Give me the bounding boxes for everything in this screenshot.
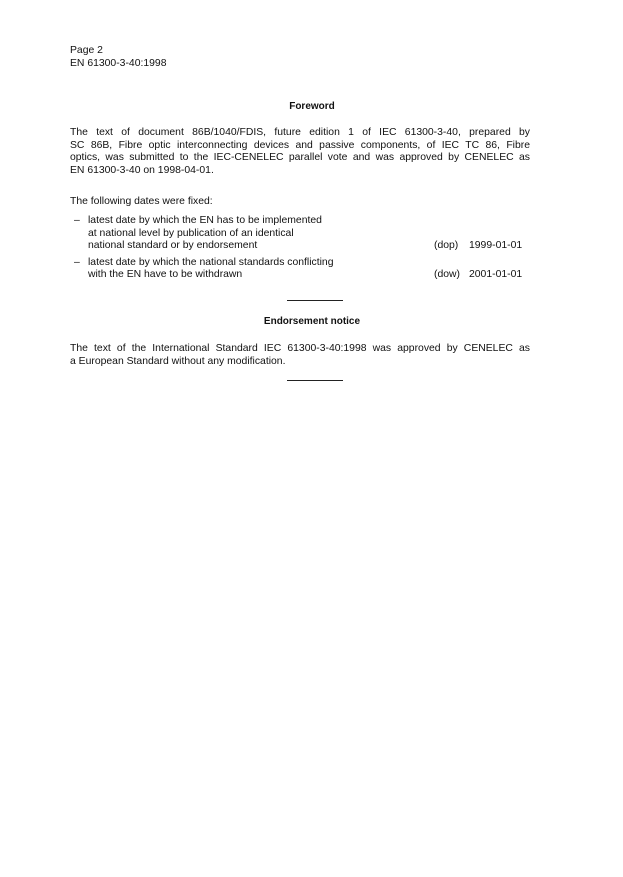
foreword-line: optics, was submitted to the IEC-CENELEC parallel vote and was approved by CENELEC as (70, 152, 530, 163)
date-item-dop (70, 215, 540, 253)
foreword-line: EN 61300-3-40 on 1998-04-01. (70, 164, 214, 176)
date-description-line: national standard or by endorsement (88, 240, 258, 251)
document-id: EN 61300-3-40:1998 (70, 57, 167, 69)
foreword-paragraph (70, 127, 530, 177)
section-divider (287, 300, 343, 301)
endorsement-line: a European Standard without any modification. (70, 355, 286, 367)
page-number: Page 2 (70, 45, 103, 56)
foreword-title: Foreword (289, 101, 335, 112)
date-description-line: with the EN have to be withdrawn (88, 269, 243, 280)
date-tag: (dow) (434, 269, 460, 280)
foreword-line: SC 86B, Fibre optic interconnecting devices and passive components, of IEC TC 86, Fibre (70, 139, 530, 151)
list-dash: – (74, 215, 80, 226)
date-tag: (dop) (434, 240, 459, 251)
date-description-line: at national level by publication of an identical (88, 227, 294, 239)
date-description (88, 215, 418, 253)
dates-intro: The following dates were fixed: (70, 196, 213, 207)
date-description (88, 257, 418, 282)
date-item-dow (70, 257, 540, 282)
endorsement-paragraph (70, 343, 530, 368)
date-value: 1999-01-01 (469, 240, 523, 251)
endorsement-title: Endorsement notice (263, 316, 361, 327)
endorsement-line: The text of the International Standard IEC 61300-3-40:1998 was approved by CENELEC as (70, 343, 530, 354)
dates-list (70, 215, 540, 286)
date-value: 2001-01-01 (469, 269, 523, 280)
list-dash: – (74, 256, 80, 268)
date-description-line: latest date by which the national standards conflicting (88, 256, 334, 268)
date-description-line: latest date by which the EN has to be implemented (88, 215, 322, 226)
section-divider (287, 380, 343, 381)
page-header (70, 45, 166, 70)
foreword-line: The text of document 86B/1040/FDIS, future edition 1 of IEC 61300-3-40, prepared by (70, 127, 530, 138)
